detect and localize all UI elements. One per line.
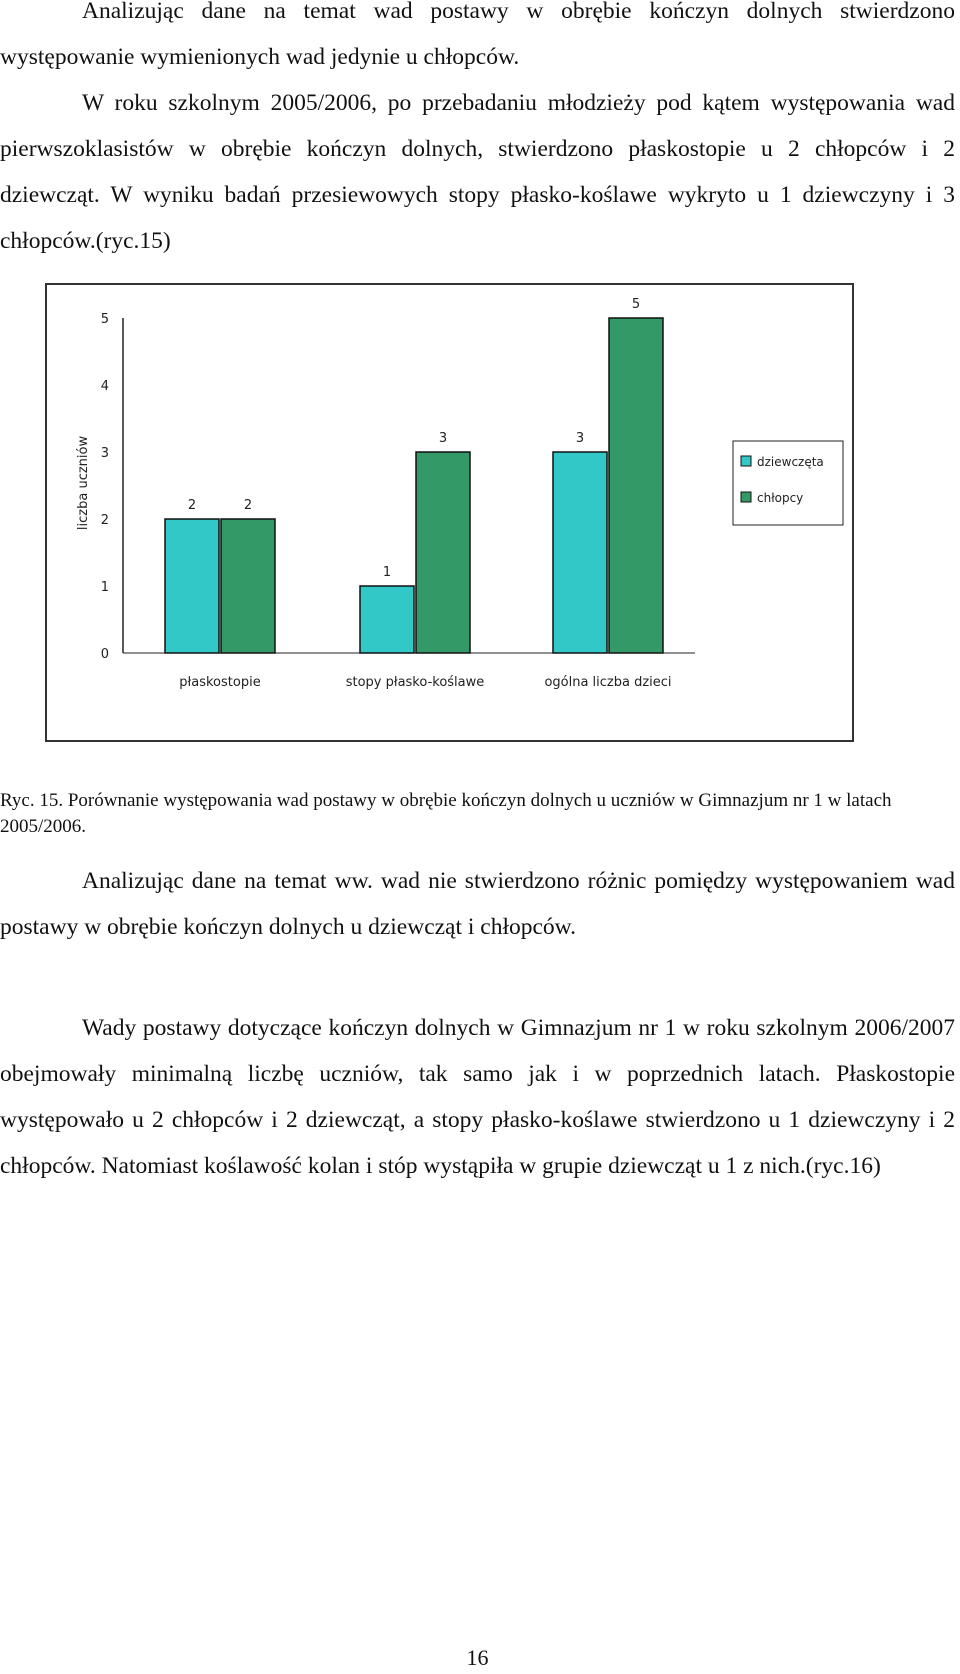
- data-label: 1: [382, 565, 392, 580]
- data-label: 3: [438, 431, 448, 446]
- data-label: 2: [243, 498, 253, 513]
- bar-dziewczeta: [165, 519, 219, 653]
- bar-dziewczeta: [360, 586, 414, 653]
- data-label: 2: [187, 498, 197, 513]
- legend-swatch: [741, 456, 751, 466]
- legend-box: [733, 441, 843, 525]
- bar-chart: [45, 283, 855, 743]
- bar-chlopcy: [609, 318, 663, 653]
- data-label: 3: [575, 431, 585, 446]
- bar-chlopcy: [416, 452, 470, 653]
- y-tick-label: 2: [100, 513, 109, 528]
- paragraph-comparison: Analizując dane na temat ww. wad nie stwierdzono różnic pomiędzy występowaniem wad postawy w obrębie kończyn dolnych u dziewcząt i chłopców.: [0, 868, 955, 940]
- x-category-label: ogólna liczba dzieci: [544, 675, 672, 690]
- chart-legend: [733, 441, 843, 525]
- y-tick-label: 5: [100, 312, 109, 327]
- y-tick-label: 0: [100, 647, 109, 662]
- y-tick-label: 1: [100, 580, 109, 595]
- x-category-label: stopy płasko-koślawe: [345, 675, 485, 690]
- y-tick-label: 3: [100, 446, 109, 461]
- y-tick-label: 4: [100, 379, 109, 394]
- legend-label: chłopcy: [757, 491, 804, 505]
- bar-chlopcy: [221, 519, 275, 653]
- page-number: 16: [466, 1645, 489, 1670]
- x-category-label: płaskostopie: [179, 675, 261, 690]
- legend-label: dziewczęta: [757, 455, 824, 469]
- paragraph-2005-2006: W roku szkolnym 2005/2006, po przebadaniu młodzieży pod kątem występowania wad pierwszoklasistów w obrębie kończyn dolnych, stwierdzono płaskostopie u 2 chłopców i 2 dziewcząt. W wyniku badań przesiewowych stopy płasko-koślawe wykryto u 1 dziewczyny i 3 chłopców.(ryc.15): [0, 90, 955, 254]
- figure-caption: Ryc. 15. Porównanie występowania wad postawy w obrębie kończyn dolnych u uczniów w Gimnazjum nr 1 w latach 2005/2006.: [0, 790, 892, 837]
- y-axis-title: liczba uczniów: [76, 435, 91, 531]
- bar-dziewczeta: [553, 452, 607, 653]
- paragraph-2006-2007: Wady postawy dotyczące kończyn dolnych w Gimnazjum nr 1 w roku szkolnym 2006/2007 obejmowały minimalną liczbę uczniów, tak samo jak i w poprzednich latach. Płaskostopie występowało u 2 chłopców i 2 dziewcząt, a stopy płasko-koślawe stwierdzono u 1 dziewczyny i 2 chłopców. Natomiast koślawość kolan i stóp wystąpiła w grupie dziewcząt u 1 z nich.(ryc.16): [0, 1015, 955, 1179]
- legend-swatch: [741, 492, 751, 502]
- data-label: 5: [631, 297, 641, 312]
- paragraph-intro: Analizując dane na temat wad postawy w obrębie kończyn dolnych stwierdzono występowanie wymienionych wad jedynie u chłopców.: [0, 0, 955, 70]
